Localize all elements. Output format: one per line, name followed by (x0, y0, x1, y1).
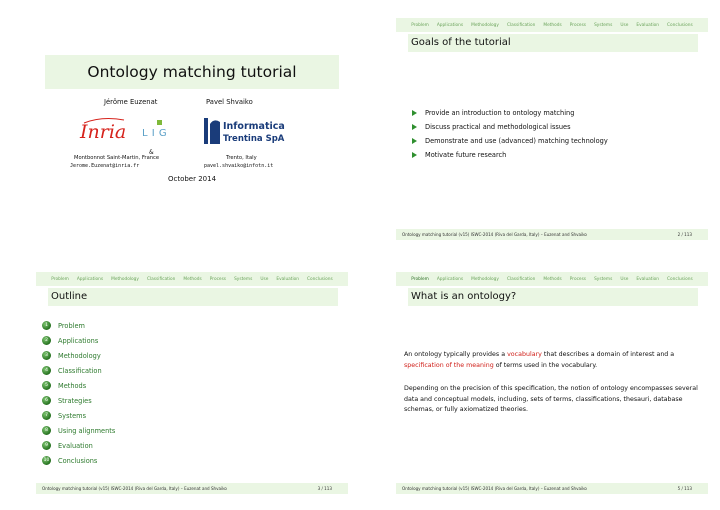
definition-paragraph: An ontology typically provides a vocabulary that describes a domain of interest and a specification of the meaning of terms used in the vocabulary. (404, 351, 675, 369)
highlight-specification: specification of the meaning (404, 361, 494, 369)
section-nav (396, 18, 708, 32)
svg-text:Informatica: Informatica (223, 121, 285, 132)
nav-item[interactable]: Conclusions (667, 276, 693, 282)
nav-item[interactable]: Methods (543, 276, 562, 282)
slide-heading: What is an ontology? (408, 288, 698, 306)
nav-item[interactable]: Methods (543, 22, 562, 28)
outline-list (42, 318, 115, 468)
page-number: 3 / 113 (317, 486, 332, 491)
outline-item[interactable]: 3 Methodology (42, 348, 115, 363)
bullet-triangle-icon (412, 110, 417, 116)
nav-item[interactable]: Classification (506, 22, 536, 28)
list-item: Discuss practical and methodological issues (412, 120, 608, 134)
slide-heading: Outline (48, 288, 338, 306)
slide-footer (36, 483, 348, 494)
lig-logo (140, 117, 170, 145)
outline-item[interactable]: 5 Methods (42, 378, 115, 393)
number-ball-icon: 1 (42, 321, 51, 330)
slide-ontology-definition (396, 272, 708, 494)
nav-item[interactable]: Applications (436, 276, 464, 282)
author-name: Jérôme Euzenat (104, 98, 158, 106)
nav-item[interactable]: Use (260, 276, 269, 282)
bullet-triangle-icon (412, 124, 417, 130)
svg-text:L I G: L I G (142, 128, 168, 139)
number-ball-icon: 5 (42, 381, 51, 390)
nav-item[interactable]: Classification (506, 276, 536, 282)
number-ball-icon: 6 (42, 396, 51, 405)
nav-item[interactable]: Use (620, 22, 629, 28)
bullet-triangle-icon (412, 152, 417, 158)
nav-item[interactable]: Problem (411, 276, 429, 282)
nav-item[interactable]: Applications (76, 276, 104, 282)
footer-text: Ontology matching tutorial (v15) ISWC-2014 (Riva del Garda, Italy) – Euzenat and Shvaiko (402, 232, 587, 237)
nav-item[interactable]: Evaluation (636, 22, 660, 28)
bullet-triangle-icon (412, 138, 417, 144)
presentation-date: October 2014 (167, 175, 217, 183)
outline-item[interactable]: 2 Applications (42, 333, 115, 348)
nav-item[interactable]: Process (569, 276, 587, 282)
nav-item[interactable]: Evaluation (276, 276, 300, 282)
nav-item[interactable]: Methodology (111, 276, 139, 282)
nav-item[interactable]: Conclusions (307, 276, 333, 282)
svg-text:Inria: Inria (80, 121, 127, 143)
slide-goals (396, 18, 708, 240)
slide-footer (396, 483, 708, 494)
slide-footer (396, 229, 708, 240)
slide-heading: Goals of the tutorial (408, 34, 698, 52)
slide-outline (36, 272, 348, 494)
number-ball-icon: 10 (43, 458, 50, 463)
email: pavel.shvaiko@infotn.it (204, 163, 274, 169)
nav-item[interactable]: Systems (234, 276, 253, 282)
author-name: Pavel Shvaiko (206, 98, 253, 106)
nav-item[interactable]: Process (209, 276, 227, 282)
nav-item[interactable]: Systems (594, 276, 613, 282)
ampersand: & (149, 149, 154, 156)
list-item: Motivate future research (412, 148, 608, 162)
nav-item[interactable]: Methodology (471, 276, 499, 282)
outline-item[interactable]: 10 Conclusions (43, 456, 98, 465)
outline-item[interactable]: 9 Evaluation (42, 438, 115, 453)
page-number: 2 / 113 (677, 232, 692, 237)
precision-paragraph: Depending on the precision of this specification, the notion of ontology encompasses several data and conceptual models, including, sets of terms, classifications, thesauri, database schemas, or fully axiomatized theories. (404, 385, 698, 413)
number-ball-icon: 2 (42, 336, 51, 345)
highlight-vocabulary: vocabulary (507, 351, 542, 358)
affiliation: Trento, Italy (226, 155, 257, 161)
nav-item[interactable]: Use (620, 276, 629, 282)
goals-list (412, 106, 608, 162)
number-ball-icon: 8 (42, 426, 51, 435)
outline-item[interactable]: 4 Classification (42, 363, 115, 378)
nav-item[interactable]: Applications (436, 22, 464, 28)
section-nav (36, 272, 348, 286)
number-ball-icon: 9 (42, 441, 51, 450)
inria-logo (78, 114, 138, 148)
nav-item[interactable]: Problem (51, 276, 69, 282)
list-item: Demonstrate and use (advanced) matching technology (412, 134, 608, 148)
outline-item[interactable]: 8 Using alignments (42, 423, 115, 438)
nav-item[interactable]: Classification (146, 276, 176, 282)
outline-item[interactable]: 6 Strategies (42, 393, 115, 408)
nav-item[interactable]: Process (569, 22, 587, 28)
footer-text: Ontology matching tutorial (v15) ISWC-2014 (Riva del Garda, Italy) – Euzenat and Shvaiko (42, 486, 227, 491)
nav-item[interactable]: Methods (183, 276, 202, 282)
footer-text: Ontology matching tutorial (v15) ISWC-2014 (Riva del Garda, Italy) – Euzenat and Shvaiko (402, 486, 587, 491)
number-ball-icon: 7 (42, 411, 51, 420)
list-item: Provide an introduction to ontology matching (412, 106, 608, 120)
nav-item[interactable]: Evaluation (636, 276, 660, 282)
presentation-title: Ontology matching tutorial (45, 55, 339, 89)
page-number: 5 / 113 (677, 486, 692, 491)
nav-item[interactable]: Conclusions (667, 22, 693, 28)
affiliation: Montbonnot Saint-Martin, France (74, 155, 160, 161)
nav-item[interactable]: Problem (411, 22, 429, 28)
nav-item[interactable]: Methodology (471, 22, 499, 28)
outline-item[interactable]: 7 Systems (42, 408, 115, 423)
svg-text:Trentina SpA: Trentina SpA (223, 134, 285, 144)
email: Jerome.Euzenat@inria.fr (70, 163, 140, 169)
outline-item[interactable]: 1 Problem (42, 318, 115, 333)
section-nav (396, 272, 708, 286)
number-ball-icon: 3 (42, 351, 51, 360)
nav-item[interactable]: Systems (594, 22, 613, 28)
slide-title (36, 18, 348, 240)
informatica-trentina-logo (202, 114, 285, 150)
number-ball-icon: 4 (42, 366, 51, 375)
